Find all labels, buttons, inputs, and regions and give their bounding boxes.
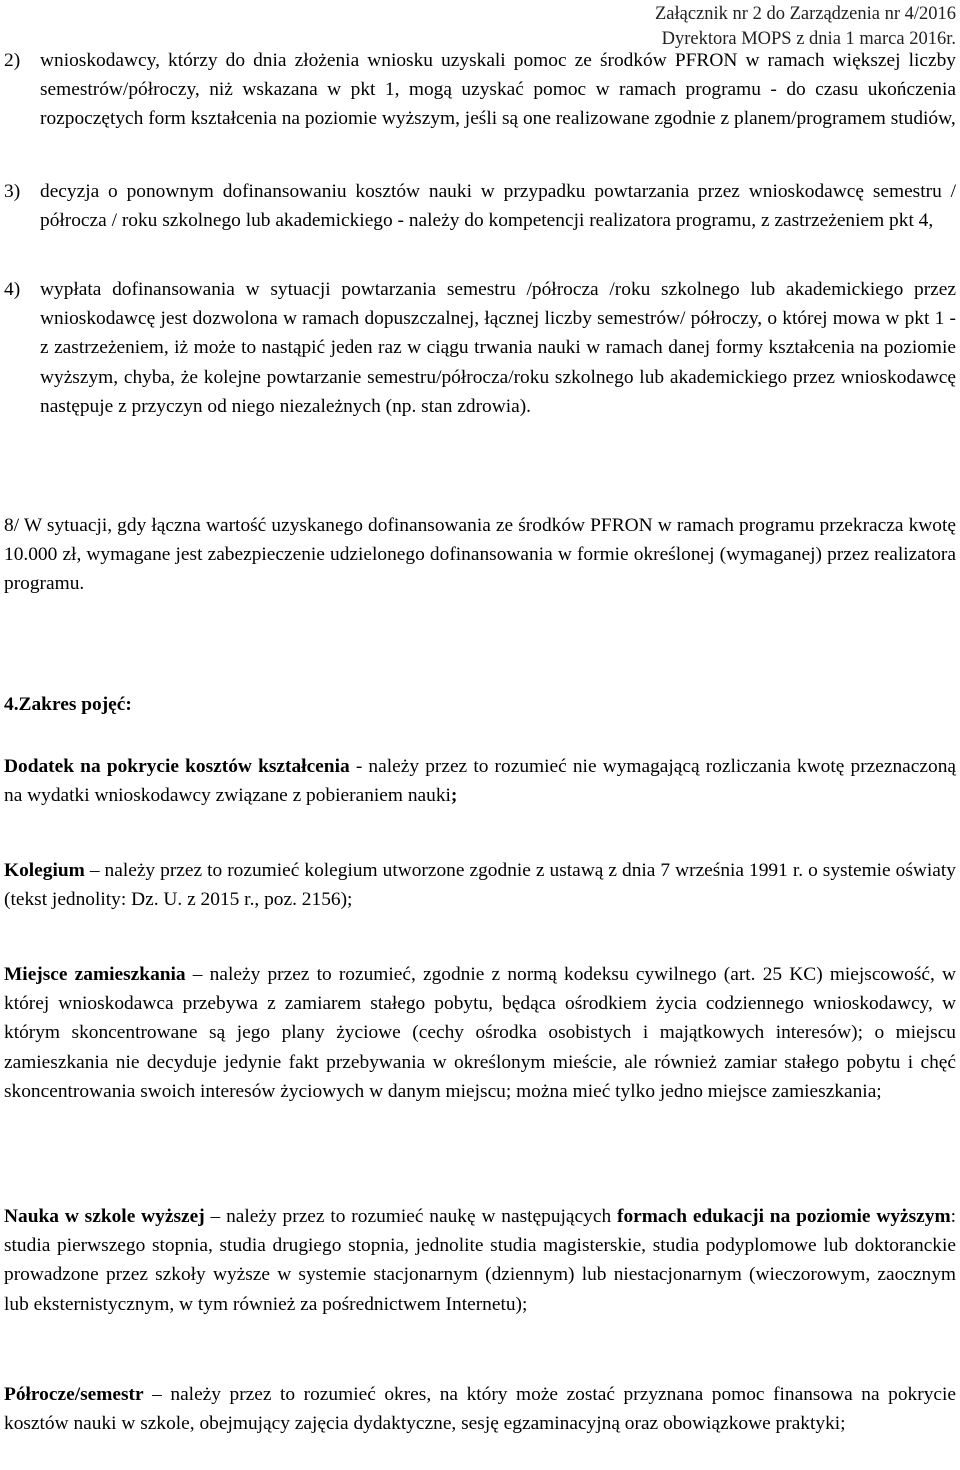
- list-point-4: [4, 275, 956, 421]
- definition-term-secondary: formach edukacji na poziomie wyższym: [617, 1206, 951, 1227]
- definition-text: – należy przez to rozumieć, zgodnie z normą kodeksu cywilnego (art. 25 KC) miejscowość, w której wnioskodawca przebywa z zamiarem stałego pobytu, będąca ośrodkiem życia codziennego wnioskodawcy, w którym skoncentrowane są jego plany życiowe (cechy ośrodka osobistych i majątkowych interesów); o miejscu zamieszkania nie decyduje jedynie fakt przebywania w określonym mieście, ale również zamiar stałego pobytu i chęć skoncentrowania swoich interesów życiowych w danym miejscu; można mieć tylko jedno miejsce zamieszkania;: [4, 964, 957, 1102]
- section-8-paragraph: 8/ W sytuacji, gdy łączna wartość uzyskanego dofinansowania ze środków PFRON w ramach programu przekracza kwotę 10.000 zł, wymagane jest zabezpieczenie udzielonego dofinansowania w formie określonej (wymaganej) przez realizatora programu.: [4, 515, 956, 595]
- definition-text: – należy przez to rozumieć okres, na który może zostać przyznana pomoc finansowa na pokrycie kosztów nauki w szkole, obejmujący zajęcia dydaktyczne, sesję egzaminacyjną oraz obowiązkowe praktyki;: [4, 1384, 956, 1435]
- definition-miejsce-zamieszkania: [4, 960, 956, 1106]
- list-number: 3): [4, 181, 21, 202]
- header-line-2: Dyrektora MOPS z dnia 1 marca 2016r.: [661, 29, 956, 49]
- definition-text-continued: : studia pierwszego stopnia, studia drugiego stopnia, jednolite studia magisterskie, studia podyplomowe lub doktoranckie prowadzone przez szkoły wyższe w systemie stacjonarnym (dziennym) lub niestacjonarnym (wieczorowym, zaocznym lub eksternistycznym, w tym również za pośrednictwem Internetu);: [4, 1206, 957, 1315]
- list-text: wypłata dofinansowania w sytuacji powtarzania semestru /półrocza /roku szkolnego lub akademickiego przez wnioskodawcę jest dozwolona w ramach dopuszczalnej, łącznej liczby semestrów/ półroczy, o której mowa w pkt 1 - z zastrzeżeniem, iż może to nastąpić jeden raz w ciągu trwania nauki w ramach danej formy kształcenia na poziomie wyższym, chyba, że kolejne powtarzanie semestru/półrocza/roku szkolnego lub akademickiego przez wnioskodawcę następuje z przyczyn od niego niezależnych (np. stan zdrowia).: [40, 279, 956, 417]
- definition-kolegium: [4, 856, 956, 914]
- header-line-1: Załącznik nr 2 do Zarządzenia nr 4/2016: [654, 4, 956, 24]
- list-point-2: [4, 46, 956, 134]
- definition-term: Kolegium: [4, 860, 85, 881]
- list-text: wnioskodawcy, którzy do dnia złożenia wniosku uzyskali pomoc ze środków PFRON w ramach większej liczby semestrów/półroczy, niż wskazana w pkt 1, mogą uzyskać pomoc w ramach programu - do czasu ukończenia rozpoczętych form kształcenia na poziomie wyższym, jeśli są one realizowane zgodnie z planem/programem studiów,: [40, 50, 956, 130]
- definition-term: Miejsce zamieszkania: [4, 964, 186, 985]
- definition-term: Półrocze/semestr: [4, 1384, 144, 1405]
- definition-text: – należy przez to rozumieć kolegium utworzone zgodnie z ustawą z dnia 7 września 1991 r. o systemie oświaty (tekst jednolity: Dz. U. z 2015 r., poz. 2156);: [4, 860, 956, 911]
- section-4-heading: 4.Zakres pojęć:: [4, 694, 132, 715]
- list-number: 4): [4, 279, 21, 300]
- definition-dodatek: [4, 752, 956, 810]
- definition-polrocze-semestr: [4, 1380, 956, 1438]
- document-header: [655, 2, 956, 52]
- list-text: decyzja o ponownym dofinansowaniu kosztów nauki w przypadku powtarzania przez wnioskodawcę semestru / półrocza / roku szkolnego lub akademickiego - należy do kompetencji realizatora programu, z zastrzeżeniem pkt 4,: [40, 181, 956, 232]
- list-point-3: [4, 177, 956, 235]
- definition-term: Nauka w szkole wyższej: [4, 1206, 205, 1227]
- definition-nauka-w-szkole-wyzszej: [4, 1202, 956, 1319]
- list-number: 2): [4, 50, 21, 71]
- definition-tail: ;: [450, 785, 458, 807]
- definition-term: Dodatek na pokrycie kosztów kształcenia: [4, 756, 350, 777]
- definition-text: - należy przez to rozumieć nie wymagającą rozliczania kwotę przeznaczoną na wydatki wnioskodawcy związane z pobieraniem nauki: [4, 756, 956, 807]
- definition-text: – należy przez to rozumieć naukę w następujących: [204, 1206, 617, 1227]
